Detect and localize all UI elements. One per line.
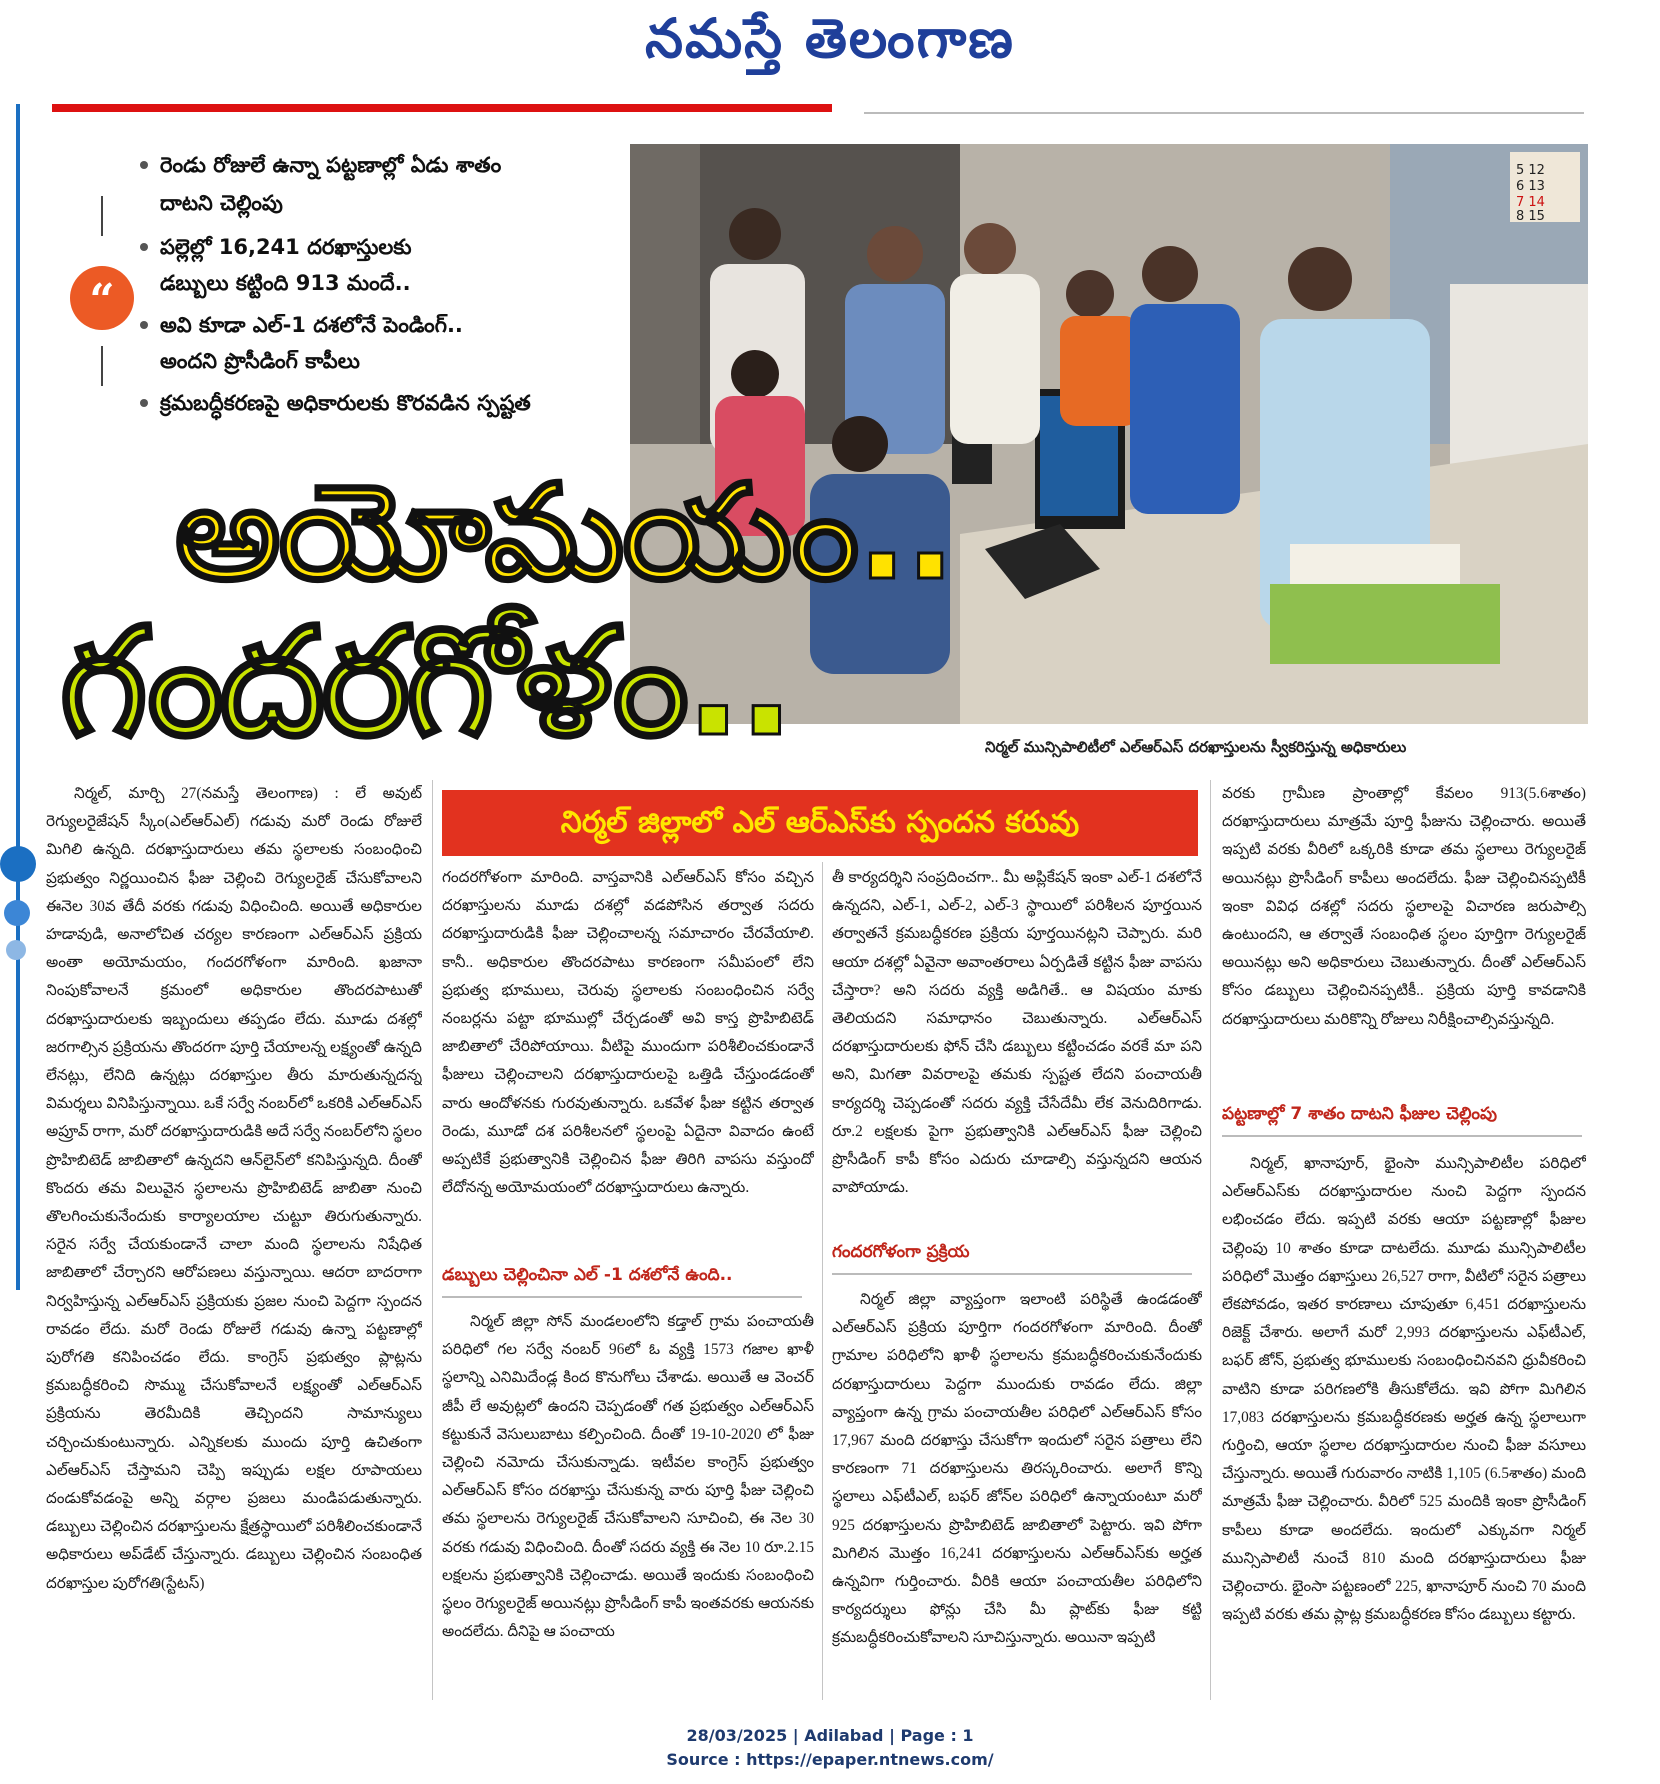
section-banner: నిర్మల్ జిల్లాలో ఎల్ ఆర్ఎస్‌కు స్పందన కరువు — [442, 790, 1198, 856]
dot — [6, 940, 26, 960]
dot — [4, 900, 30, 926]
masthead — [0, 0, 1660, 86]
subheading-3: గందరగోళంగా ప్రక్రియ — [832, 1242, 970, 1262]
footer-source: Source : https://epaper.ntnews.com/ — [666, 1750, 994, 1769]
article-column-3b: నిర్మల్ జిల్లా వ్యాప్తంగా ఇలాంటి పరిస్థితే ఉండడంతో ఎల్ఆర్ఎస్ ప్రక్రియ పూర్తిగా గందరగోళంగా మారింది. దీంతో గ్రామాల పరిధిలోని ఖాళీ స్థలాలను క్రమబద్ధీకరించుకునేందుకు దరఖాస్తుదారులు పెద్దగా ముందుకు రావడం లేదు. జిల్లా వ్యాప్తంగా ఉన్న గ్రామ పంచాయతీల పరిధిలో ఎల్ఆర్ఎస్ కోసం 17,967 మంది దరఖాస్తు చేసుకోగా ఇందులో సరైన పత్రాలు లేని కారణంగా 71 దరఖాస్తులను తిరస్కరించారు. అలాగే కొన్ని స్థలాలు ఎఫ్‌టీఎల్, బఫర్ జోన్‌ల పరిధిలో ఉన్నాయంటూ మరో 925 దరఖాస్తులను ప్రొహిబిటెడ్ జాబితాలో పెట్టారు. ఇవి పోగా మిగిలిన మొత్తం 16,241 దరఖాస్తులను ఎల్ఆర్ఎస్‌కు అర్హత ఉన్నవిగా గుర్తించారు. వీరికి ఆయా పంచాయతీల పరిధిలోని కార్యదర్శులు ఫోన్లు చేసి మీ ప్లాట్‌కు ఫీజు కట్టి క్రమబద్ధీకరించుకోవాలని సూచిస్తున్నారు. అయినా ఇప్పటి — [832, 1291, 1202, 1647]
divider-tick — [101, 346, 103, 386]
bullet-item: క్రమబద్ధీకరణపై అధికారులకు కొరవడిన స్పష్టత — [160, 386, 531, 420]
headline-line-2: గందరగోళం.. — [60, 596, 791, 770]
column-rule — [1210, 780, 1211, 1700]
column-rule — [432, 780, 433, 1700]
dot — [0, 846, 36, 882]
bullet-item: రెండు రోజులే ఉన్నా పట్టణాల్లో ఏడు శాతం — [160, 148, 501, 182]
left-accent-rule — [16, 104, 20, 1290]
bullet-item-cont: అందని ప్రొసీడింగ్ కాపీలు — [160, 349, 360, 373]
newspaper-title: నమస్తే తెలంగాణ — [645, 6, 1015, 70]
article-column-1: నిర్మల్, మార్చి 27(నమస్తే తెలంగాణ) : లే అవుట్ రెగ్యులరైజేషన్ స్కీం(ఎల్ఆర్ఎల్) గడువు మరో రెండు రోజులే మిగిలి ఉన్నది. దరఖాస్తుదారులు తమ స్థలాలకు సంబంధించి ప్రభుత్వం నిర్ణయించిన ఫీజు చెల్లించి రెగ్యులరైజ్ చేసుకోవాలని ఈనెల 30వ తేదీ వరకు గడువు విధించింది. అయితే అధికారుల హడావుడి, అనాలోచిత చర్యల కారణంగా ఎల్ఆర్ఎస్ ప్రక్రియ అంతా అయోమయం, గందరగోళంగా మారింది. ఖజానా నింపుకోవాలనే క్రమంలో అధికారుల తొందరపాటుతో దరఖాస్తుదారులకు ఇబ్బందులు తప్పడం లేదు. మూడు దశల్లో జరగాల్సిన ప్రక్రియను తొందరగా పూర్తి చేయాలన్న లక్ష్యంతో ఉన్నది లేనట్లు, లేనిది ఉన్నట్లు దరఖాస్తుల తీరు మారుతున్నదన్న విమర్శలు వినిపిస్తున్నాయి. ఒకే సర్వే నంబర్‌లో ఒకరికి ఎల్ఆర్ఎస్ అప్రూవ్ రాగా, మరో దరఖాస్తుదారుడికి అదే సర్వే నంబర్‌లోని స్థలం ప్రొహిబిటెడ్ జాబితాలో ఉన్నదని ఆన్‌లైన్‌లో కనిపిస్తున్నది. దీంతో కొందరు తమ విలువైన స్థలాలను ప్రొహిబిటెడ్ జాబితా నుంచి తొలగించుకునేందుకు కార్యాలయాల చుట్టూ తిరుగుతున్నారు. సరైన సర్వే చేయకుండానే చాలా మంది స్థలాలను నిషేధిత జాబితాలో చేర్చారని ఆరోపణలు వస్తున్నాయి. ఆదరా బాదరాగా నిర్వహిస్తున్న ఎల్ఆర్ఎస్ ప్రక్రియకు ప్రజల నుంచి పెద్దగా స్పందన రావడం లేదు. మరో రెండు రోజులే గడువు ఉన్నా పట్టణాల్లో పురోగతి కనిపించడం లేదు. కాంగ్రెస్ ప్రభుత్వం ప్లాట్లను క్రమబద్ధీకరించి సొమ్ము చేసుకోవాలనే లక్ష్యంతో ఎల్ఆర్ఎస్ ప్రక్రియను తెరమీదికి తెచ్చిందని సామాన్యులు చర్చించుకుంటున్నారు. ఎన్నికలకు ముందు పూర్తి ఉచితంగా ఎల్ఆర్ఎస్ చేస్తామని చెప్పి ఇప్పుడు లక్షల రూపాయలు దండుకోవడంపై అన్ని వర్గాల ప్రజలు మండిపడుతున్నారు. డబ్బులు చెల్లించిన దరఖాస్తులను క్షేత్రస్థాయిలో పరిశీలించకుండానే అధికారులు అప్‌డేట్ చేస్తున్నారు. డబ్బులు చెల్లించిన సంబంధిత దరఖాస్తుల పురోగతి(స్టేటస్) — [46, 785, 422, 1592]
bullet-item: అవి కూడా ఎల్-1 దశలోనే పెండింగ్.. — [160, 308, 463, 342]
bullet-item-cont: దాటని చెల్లింపు — [160, 191, 283, 215]
article-column-4b: నిర్మల్, ఖానాపూర్, భైంసా మున్సిపాలిటీల పరిధిలో ఎల్ఆర్ఎస్‌కు దరఖాస్తుదారుల నుంచి పెద్దగా స్పందన లభించడం లేదు. ఇప్పటి వరకు ఆయా పట్టణాల్లో ఫీజుల చెల్లింపు 10 శాతం కూడా దాటలేదు. మూడు మున్సిపాలిటీల పరిధిలో మొత్తం దఖాస్తులు 26,527 రాగా, వీటిలో సరైన పత్రాలు లేకపోవడం, ఇతర కారణాలు చూపుతూ 6,451 దరఖాస్తులను రిజెక్ట్ చేశారు. అలాగే మరో 2,993 దరఖాస్తులను ఎఫ్‌టీఎల్, బఫర్ జోన్, ప్రభుత్వ భూములకు సంబంధించినవని ధ్రువీకరించి వాటిని కూడా పరిగణలోకి తీసుకోలేదు. ఇవి పోగా మిగిలిన 17,083 దరఖాస్తులను క్రమబద్ధీకరణకు అర్హత ఉన్న స్థలాలుగా గుర్తించి, ఆయా స్థలాల దరఖాస్తుదారుల నుంచి ఫీజు వసూలు చేస్తున్నారు. అయితే గురువారం నాటికి 1,105 (6.5శాతం) మంది మాత్రమే ఫీజు చెల్లించారు. వీరిలో 525 మందికి ఇంకా ప్రొసీడింగ్ కాపీలు కూడా అందలేదు. ఇందులో ఎక్కువగా నిర్మల్ మున్సిపాలిటీ నుంచే 810 మంది దరఖాస్తుదారులు ఫీజు చెల్లించారు. భైంసా పట్టణంలో 225, ఖానాపూర్ నుంచి 70 మంది ఇప్పటి వరకు తమ ప్లాట్ల క్రమబద్ధీకరణ కోసం డబ్బులు కట్టారు. — [1222, 1155, 1586, 1624]
subheading-underline — [442, 1296, 802, 1298]
svg-text:6 13: 6 13 — [1516, 179, 1545, 194]
article-column-2a: గందరగోళంగా మారింది. వాస్తవానికి ఎల్ఆర్ఎస్ కోసం వచ్చిన దరఖాస్తులను మూడు దశల్లో వడపోసిన తర్వాత సదరు దరఖాస్తుదారుడికి ఫీజు చెల్లించాలన్న సమాచారం చేరవేయాలి. కానీ.. అధికారుల తొందరపాటు కారణంగా సమీపంలో లేని ప్రభుత్వ భూములు, చెరువు స్థలాలకు సంబంధించిన సర్వే నంబర్లను పట్టా భూముల్లో చేర్చడంతో అవి కాస్త ప్రొహిబిటెడ్ జాబితాలో చేరిపోయాయి. వీటిపై ముందుగా పరిశీలించకుండానే ఫీజులు చెల్లించాలని దరఖాస్తుదారులపై ఒత్తిడి చేస్తుండడంతో వారు ఆందోళనకు గురవుతున్నారు. ఒకవేళ ఫీజు కట్టిన తర్వాత రెండు, మూడో దశ పరిశీలనలో స్థలంపై ఏదైనా వివాదం ఉంటే అప్పటికే ప్రభుత్వానికి చెల్లించిన ఫీజు తిరిగి వాపసు వస్తుందో లేదోనన్న అయోమయంలో దరఖాస్తుదారులు ఉన్నారు. — [442, 869, 814, 1197]
article-column-2b: నిర్మల్ జిల్లా సోన్ మండలంలోని కడ్తాల్ గ్రామ పంచాయతీ పరిధిలో గల సర్వే నంబర్ 96లో ఓ వ్యక్తి 1573 గజాల ఖాళీ స్థలాన్ని ఎనిమిదేండ్ల కింద కొనుగోలు చేశాడు. అయితే ఆ వెంచర్ జీపీ లే అవుట్లలో ఉందని చెప్పడంతో గత ప్రభుత్వం ఎల్ఆర్ఎస్ కట్టుకునే వెసులుబాటు కల్పించింది. దీంతో 19-10-2020 లో ఫీజు చెల్లించి నమోదు చేసుకున్నాడు. ఇటీవల కాంగ్రెస్ ప్రభుత్వం ఎల్ఆర్ఎస్ కోసం దరఖాస్తు చేసుకున్న వారు పూర్తి ఫీజు చెల్లించి తమ స్థలాలను రెగ్యులరైజ్ చేసుకోవాలని సూచించి, ఈ నెల 30 వరకు గడువు విధించింది. దీంతో సదరు వ్యక్తి ఈ నెల 10 రూ.2.15 లక్షలను ప్రభుత్వానికి చెల్లించాడు. అయితే ఇందుకు సంబంధించి స్థలం రెగ్యులరైజ్ అయినట్లు ప్రొసీడింగ్ కాపీ ఇంతవరకు ఆయనకు అందలేదు. దీనిపై ఆ పంచాయ — [442, 1313, 814, 1641]
column-rule — [822, 862, 823, 1700]
header-grey-rule — [864, 112, 1584, 114]
article-column-4a: వరకు గ్రామీణ ప్రాంతాల్లో కేవలం 913(5.6శాతం) దరఖాస్తుదారులు మాత్రమే పూర్తి ఫీజును చెల్లించారు. అయితే ఇప్పటి వరకు వీరిలో ఒక్కరికి కూడా తమ స్థలాలు రెగ్యులరైజ్ అయినట్లు ప్రొసీడింగ్ కాపీలు అందలేదు. ఫీజు చెల్లించినప్పటికీ ఇంకా వివిధ దశల్లో సదరు స్థలాలపై విచారణ జరుపాల్సి ఉంటుందని, ఆ తర్వాతే సంబంధిత స్థలం పూర్తిగా రెగ్యులరైజ్ అయినట్లు అని అధికారులు చెబుతున్నారు. దీంతో ఎల్ఆర్ఎస్ కోసం డబ్బులు చెల్లించినప్పటికీ.. ప్రక్రియ పూర్తి కావడానికి దరఖాస్తుదారులు మరికొన్ని రోజులు నిరీక్షించాల్సివస్తున్నది. — [1222, 785, 1586, 1028]
header-red-rule — [52, 104, 832, 112]
subheading-2: డబ్బులు చెల్లించినా ఎల్ -1 దశలోనే ఉంది.. — [442, 1265, 733, 1285]
headline-line-1: అయోమయం.. — [175, 456, 954, 610]
photo-caption: నిర్మల్ మున్సిపాలిటీలో ఎల్ఆర్ఎస్ దరఖాస్తులను స్వీకరిస్తున్న అధికారులు — [985, 738, 1407, 756]
footer-date-edition: 28/03/2025 | Adilabad | Page : 1 — [686, 1726, 974, 1745]
bullet-item-cont: డబ్బులు కట్టింది 913 మందే.. — [160, 271, 411, 295]
quote-icon: “ — [70, 266, 134, 330]
article-column-3a: తీ కార్యదర్శిని సంప్రదించగా.. మీ అప్లికేషన్ ఇంకా ఎల్-1 దశలోనే ఉన్నదని, ఎల్-1, ఎల్-2, ఎల్-3 స్థాయిలో పరిశీలన పూర్తయిన తర్వాతనే క్రమబద్ధీకరణ ప్రక్రియ పూర్తయినట్లని చెప్పారు. మరి ఆయా దశల్లో ఏవైనా అవాంతరాలు ఏర్పడితే కట్టిన ఫీజు వాపసు చేస్తారా? అని సదరు వ్యక్తి అడిగితే.. ఆ విషయం మాకు తెలియదని సమాధానం చెబుతున్నారు. ఎల్ఆర్ఎస్ దరఖాస్తుదారులకు ఫోన్ చేసి డబ్బులు కట్టించడం వరకే మా పని అని, మిగతా వివరాలపై తమకు స్పష్టత లేదని పంచాయతీ కార్యదర్శి చెప్పడంతో సదరు వ్యక్తి చేసేదేమీ లేక వెనుదిరిగాడు. రూ.2 లక్షలకు పైగా ప్రభుత్వానికి ఎల్ఆర్ఎస్ ఫీజు చెల్లించి ప్రొసీడింగ్ కాపీ కోసం ఎదురు చూడాల్సి వస్తున్నదని ఆయన వాపోయాడు. — [832, 869, 1202, 1197]
divider-tick — [101, 196, 103, 236]
subheading-underline — [1222, 1135, 1582, 1137]
bullet-item: పల్లెల్లో 16,241 దరఖాస్తులకు — [160, 230, 411, 264]
subheading-underline — [832, 1273, 1192, 1275]
svg-text:5 12: 5 12 — [1516, 163, 1545, 178]
subheading-4: పట్టణాల్లో 7 శాతం దాటని ఫీజుల చెల్లింపు — [1222, 1104, 1497, 1124]
svg-text:8 15: 8 15 — [1516, 209, 1545, 224]
svg-text:7 14: 7 14 — [1516, 195, 1545, 210]
